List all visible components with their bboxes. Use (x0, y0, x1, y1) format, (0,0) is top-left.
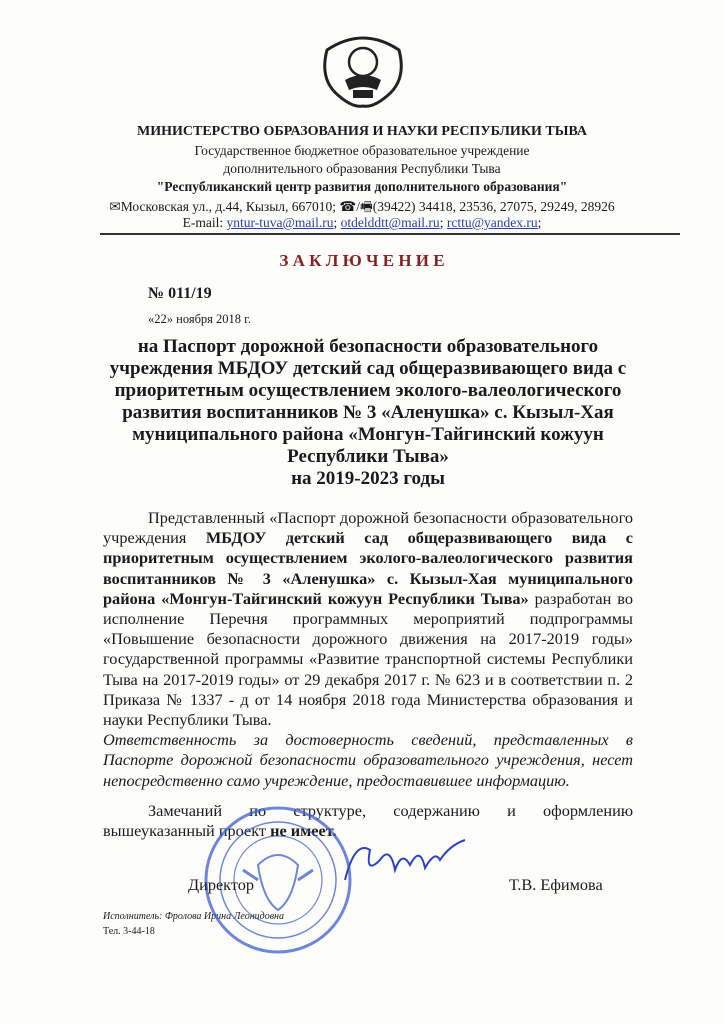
document-number: № 011/19 (148, 285, 212, 302)
header-divider (100, 233, 680, 235)
subject-line: приоритетным осуществлением эколого-валеологического (114, 380, 622, 401)
signatory-position: Директор (188, 875, 255, 895)
body-text: разработан во исполнение Перечня программных мероприятий подпрограммы «Повышение безопасности дорожного движения на 2017-2019 годы» государственной программы «Развитие транспортной системы Республики Тыва на 2017-2019 годы» от 29 декабря 2017 г. № 623 и в соответствии п. 2 Приказа № 1337 - д от 14 ноября 2018 года Министерства образования и науки Республики Тыва. (103, 588, 633, 730)
document-subject (83, 336, 653, 490)
organization-name: "Республиканский центр развития дополнительного образования" (156, 179, 568, 194)
executor: Исполнитель: Фролова Ирина Леонидовна (103, 911, 285, 923)
email-link[interactable]: rcttu@yandex.ru (446, 215, 538, 230)
subject-line: развития воспитанников № 3 «Аленушка» с. Кызыл-Хая (122, 402, 614, 423)
signature-row (103, 875, 633, 905)
document-title: З А К Л Ю Ч Е Н И Е (279, 251, 445, 270)
subject-line: на 2019-2023 годы (291, 468, 445, 489)
subject-line: учреждения МБДОУ детский сад общеразвивающего вида с (109, 358, 627, 379)
responsibility-note: Ответственность за достоверность сведений, представленных в Паспорте дорожной безопасности образовательного учреждения, несет непосредственно само учреждение, предоставившее информацию. (103, 730, 633, 790)
ministry-name: МИНИСТЕРСТВО ОБРАЗОВАНИЯ И НАУКИ РЕСПУБЛИКИ ТЫВА (136, 124, 588, 139)
body-text-bold: МБДОУ детский сад общеразвивающего вида с приоритетным осуществлением эколого-валеологического развития воспитанников № 3 «Аленушка» с. Кызыл-Хая муниципального района «Монгун-Тайгинский кожуун Республики Тыва» (103, 528, 633, 608)
phone: Тел. 3-44-18 (103, 926, 155, 938)
coat-of-arms-emblem (317, 30, 409, 112)
body-text: Представленный «Паспорт дорожной безопасности образовательного учреждения (103, 508, 633, 548)
signatory-name: Т.В. Ефимова (509, 875, 603, 895)
institution-line-1: Государственное бюджетное образовательное учреждение (194, 143, 530, 158)
email-link[interactable]: yntur-tuva@mail.ru (226, 215, 334, 230)
body-text: Замечаний по структуре, содержанию и оформлению вышеуказанный проект (103, 800, 633, 841)
document-date: «22» ноября 2018 г. (148, 312, 252, 326)
address-line: ✉Московская ул., д.44, Кызыл, 667010; ☎/🖷(39422) 34418, 23536, 27075, 29249, 28926 (109, 199, 615, 214)
email-line: E-mail: yntur-tuva@mail.ru; otdelddtt@mail.ru; rcttu@yandex.ru; (182, 215, 542, 230)
body-paragraph-1 (103, 508, 633, 791)
email-link[interactable]: otdelddtt@mail.ru (340, 215, 440, 230)
subject-line: муниципального района «Монгун-Тайгинский кожуун (132, 424, 604, 445)
email-label: E-mail: (182, 215, 227, 230)
document-content (103, 336, 633, 939)
subject-line: Республики Тыва» (287, 446, 449, 467)
signature (340, 830, 470, 890)
subject-line: на Паспорт дорожной безопасности образовательного (137, 336, 599, 357)
institution-line-2: дополнительного образования Республики Тыва (223, 161, 501, 176)
body-text-bold: не имеет. (270, 821, 337, 841)
